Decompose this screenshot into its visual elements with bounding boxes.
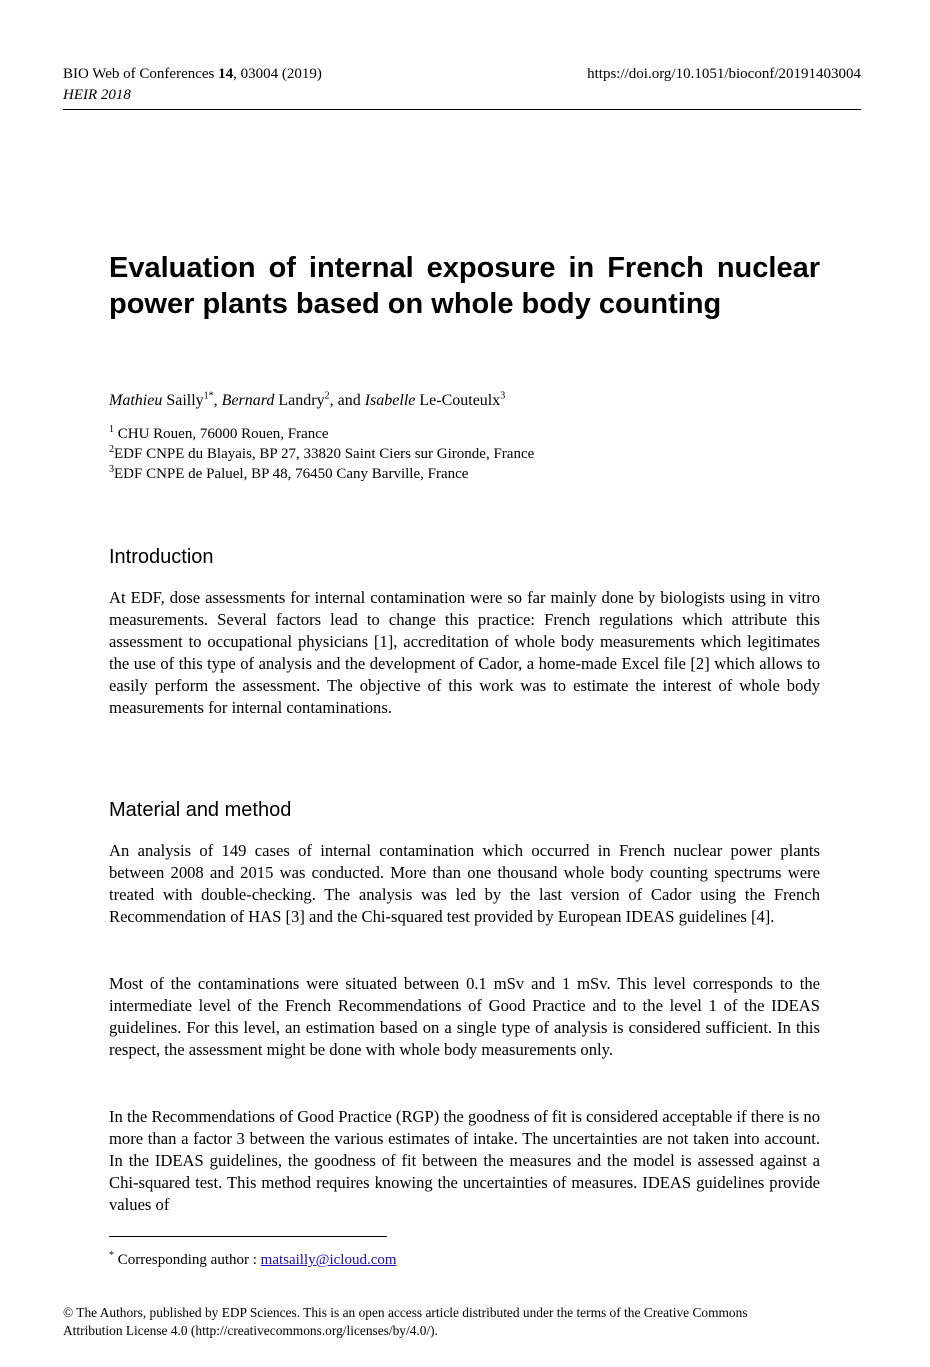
paragraph: Most of the contaminations were situated between 0.1 mSv and 1 mSv. This level corresponds to the intermediate level of the French Recommendations of Good Practice and to the level 1 of the IDEAS guidelines. For this level, an estimation based on a single type of analysis is considered sufficient. In this respect, the assessment might be done with whole body measurements only.	[109, 974, 820, 1060]
affiliation	[109, 444, 820, 464]
footnote	[109, 1250, 397, 1270]
author-last-name: Landry	[278, 392, 325, 409]
header-rule	[63, 109, 861, 110]
footnote-label: Corresponding author :	[117, 1252, 261, 1268]
footnote-rule	[109, 1236, 387, 1237]
affiliation	[109, 464, 820, 484]
affiliation-number: 1	[109, 424, 114, 435]
article-number-year: , 03004 (2019)	[233, 66, 322, 82]
author-list	[109, 390, 820, 412]
paper-title: Evaluation of internal exposure in French nuclear power plants based on whole body counting	[109, 252, 820, 320]
author-affiliation-mark: 1*	[203, 390, 214, 402]
author-affiliation-mark: 3	[500, 390, 506, 402]
journal-name: BIO Web of Conferences	[63, 66, 215, 82]
author-affiliation-mark: 2	[324, 390, 330, 402]
license-line: © The Authors, published by EDP Sciences. This is an open access article distributed under the terms of the Creative Commons	[63, 1305, 748, 1320]
author-separator: ,	[213, 392, 222, 409]
section-heading-method: Material and method	[109, 799, 292, 821]
license-notice	[63, 1304, 863, 1340]
affiliation-text: EDF CNPE de Paluel, BP 48, 76450 Cany Barville, France	[114, 466, 469, 482]
journal-volume: 14	[218, 66, 234, 82]
doi-link[interactable]: https://doi.org/10.1051/bioconf/20191403004	[587, 66, 861, 82]
license-line: Attribution License 4.0 (http://creativecommons.org/licenses/by/4.0/).	[63, 1323, 438, 1338]
section-heading-introduction: Introduction	[109, 546, 214, 568]
paragraph: An analysis of 149 cases of internal contamination which occurred in French nuclear power plants between 2008 and 2015 was conducted. More than one thousand whole body counting spectrums were treated with double-checking. The analysis was led by the last version of Cador using the French Recommendation of HAS [3] and the Chi-squared test provided by European IDEAS guidelines [4].	[109, 841, 820, 927]
footnote-mark: *	[109, 1250, 114, 1261]
author-first-name: Isabelle	[364, 392, 416, 409]
author-last-name: Sailly	[166, 392, 204, 409]
conference-name: HEIR 2018	[63, 87, 131, 103]
affiliation-text: CHU Rouen, 76000 Rouen, France	[117, 426, 329, 442]
corresponding-author-email-link[interactable]: matsailly@icloud.com	[260, 1252, 397, 1268]
author-separator: , and	[329, 392, 365, 409]
affiliation-text: EDF CNPE du Blayais, BP 27, 33820 Saint Ciers sur Gironde, France	[114, 446, 535, 462]
journal-citation	[63, 64, 322, 84]
paragraph: At EDF, dose assessments for internal contamination were so far mainly done by biologists using in vitro measurements. Several factors lead to change this practice: French regulations which attribute this assessment to occupational physicians [1], accreditation of whole body measurements which legitimates the use of this type of analysis and the development of Cador, a home-made Excel file [2] which allows to easily perform the assessment. The objective of this work was to estimate the interest of whole body measurements for internal contaminations.	[109, 588, 820, 718]
author-first-name: Bernard	[221, 392, 275, 409]
affiliation-number: 3	[109, 464, 114, 475]
affiliation-number: 2	[109, 444, 114, 455]
affiliation	[109, 424, 820, 444]
paragraph: In the Recommendations of Good Practice (RGP) the goodness of fit is considered acceptable if there is no more than a factor 3 between the various estimates of intake. The uncertainties are not taken into account. In the IDEAS guidelines, the goodness of fit between the measures and the model is assessed against a Chi-squared test. This method requires knowing the uncertainties of measures. IDEAS guidelines provide values of	[109, 1107, 820, 1215]
affiliation-list	[109, 424, 820, 484]
author-last-name: Le-Couteulx	[419, 392, 501, 409]
author-first-name: Mathieu	[109, 392, 163, 409]
